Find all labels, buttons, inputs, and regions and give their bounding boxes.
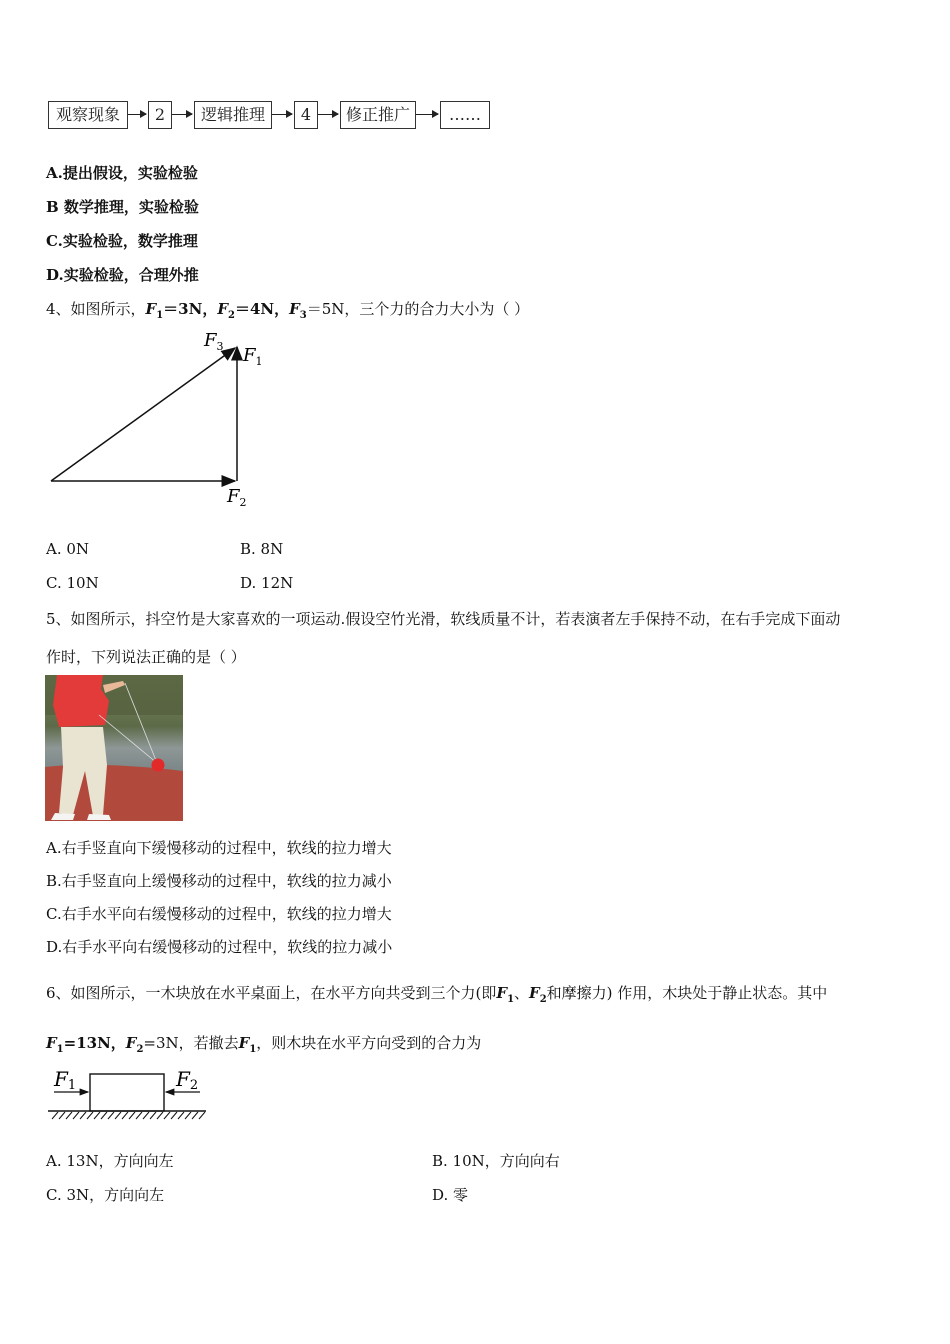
q4-force-triangle xyxy=(40,328,280,518)
q6-option-d: D. 零 xyxy=(432,1186,469,1204)
q5-option-b: B.右手竖直向上缓慢移动的过程中，软线的拉力减小 xyxy=(46,872,392,890)
q6-block-figure xyxy=(44,1062,210,1126)
f3-label: $F_3$ xyxy=(204,330,224,353)
q3-option-c: C.实验检验，数学推理 xyxy=(46,232,198,250)
q5-option-d: D.右手水平向右缓慢移动的过程中，软线的拉力减小 xyxy=(46,938,393,956)
flow-arrow xyxy=(416,114,438,115)
q6-option-c: C. 3N，方向向左 xyxy=(46,1186,165,1204)
q4-option-a: A. 0N xyxy=(46,540,90,558)
f1-label: $F_1$ xyxy=(243,345,263,368)
flow-arrow xyxy=(318,114,338,115)
q4-stem: 4、如图所示，$F_1=3N$，$F_2=4N$，$F_3=5N$，三个力的合力大小为（ ） xyxy=(46,300,530,321)
q3-option-b: B 数学推理，实验检验 xyxy=(46,198,199,216)
flow-box-4: 4 xyxy=(294,101,318,129)
f2-label: F2 xyxy=(176,1067,199,1093)
diabolo-photo xyxy=(45,675,183,821)
q5-stem-line1: 5、如图所示，抖空竹是大家喜欢的一项运动.假设空竹光滑，软线质量不计，若表演者左手保持不动，在右手完成下面动 xyxy=(46,610,841,628)
flow-box-2: 2 xyxy=(148,101,172,129)
diabolo-photo-art xyxy=(45,675,183,821)
q4-option-b: B. 8N xyxy=(240,540,284,558)
diabolo-top xyxy=(152,759,165,772)
q6-option-b: B. 10N，方向向右 xyxy=(432,1152,560,1170)
f2-label: $F_2$ xyxy=(227,486,247,509)
flow-arrow xyxy=(272,114,292,115)
flow-arrow xyxy=(172,114,192,115)
flowchart xyxy=(48,101,508,131)
q5-option-c: C.右手水平向右缓慢移动的过程中，软线的拉力增大 xyxy=(46,905,392,923)
q5-stem-line2: 作时，下列说法正确的是（ ） xyxy=(46,648,246,666)
wooden-block xyxy=(90,1074,164,1111)
flow-box-revise: 修正推广 xyxy=(340,101,416,129)
q6-stem-line1: 6、如图所示，一木块放在水平桌面上，在水平方向共受到三个力(即$F_1$、$F_2$和摩擦力) 作用，木块处于静止状态。其中 xyxy=(46,984,828,1005)
f1-label: F1 xyxy=(54,1067,77,1093)
f3-vector xyxy=(51,348,235,481)
flow-box-logic: 逻辑推理 xyxy=(194,101,272,129)
q3-option-a: A.提出假设，实验检验 xyxy=(46,164,198,182)
q6-option-a: A. 13N，方向向左 xyxy=(46,1152,174,1170)
flow-box-observe: 观察现象 xyxy=(48,101,128,129)
flow-box-etc: …… xyxy=(440,101,490,129)
q6-stem-line2: $F_1=13N$，$F_2=3N$，若撤去$F_1$，则木块在水平方向受到的合力为 xyxy=(46,1034,482,1055)
q4-option-d: D. 12N xyxy=(240,574,294,592)
flow-arrow xyxy=(128,114,146,115)
q5-option-a: A.右手竖直向下缓慢移动的过程中，软线的拉力增大 xyxy=(46,839,392,857)
ground-hatching xyxy=(52,1112,205,1119)
q4-option-c: C. 10N xyxy=(46,574,99,592)
q3-option-d: D.实验检验，合理外推 xyxy=(46,266,199,284)
